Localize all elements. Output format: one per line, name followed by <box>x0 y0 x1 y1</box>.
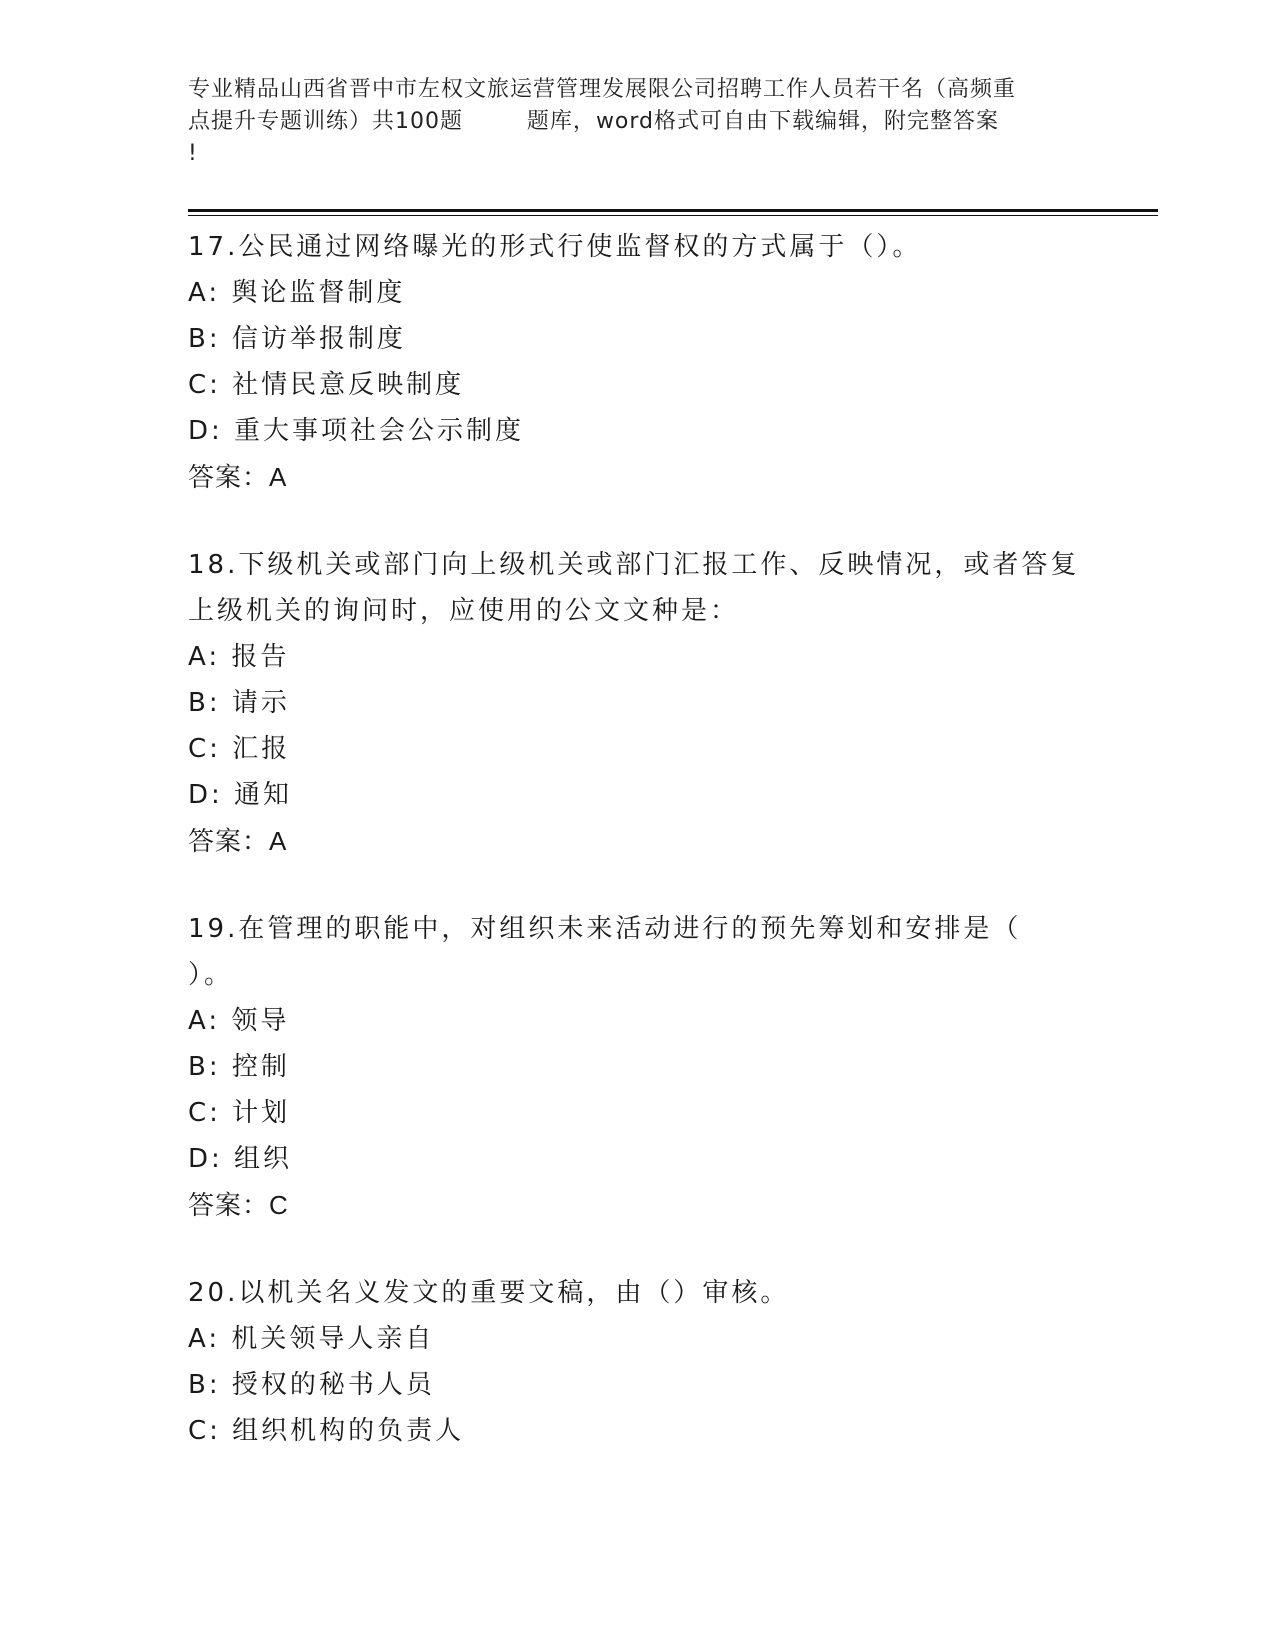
option-c: C: 计划 <box>188 1098 291 1128</box>
question-text-continued: ）。 <box>188 960 234 990</box>
header-line-2: 点提升专题训练）共100题 题库，word格式可自由下载编辑，附完整答案 <box>188 109 1000 134</box>
question-list <box>188 224 1148 1496</box>
header-line-1: 专业精品山西省晋中市左权文旅运营管理发展限公司招聘工作人员若干名（高频重 <box>188 77 1017 102</box>
option-a: A: 机关领导人亲自 <box>188 1324 435 1354</box>
question-text: 17.公民通过网络曝光的形式行使监督权的方式属于（）。 <box>188 232 922 262</box>
option-d: D: 组织 <box>188 1144 293 1174</box>
option-a: A: 舆论监督制度 <box>188 278 406 308</box>
question-text: 20.以机关名义发文的重要文稿，由（）审核。 <box>188 1278 790 1308</box>
answer: 答案：A <box>188 826 288 856</box>
option-b: B: 请示 <box>188 688 290 718</box>
header-line-3: ! <box>188 141 198 166</box>
option-a: A: 领导 <box>188 1006 290 1036</box>
option-d: D: 通知 <box>188 780 293 810</box>
question-20 <box>188 1270 1148 1454</box>
question-17 <box>188 224 1148 500</box>
option-c: C: 社情民意反映制度 <box>188 370 465 400</box>
option-b: B: 控制 <box>188 1052 290 1082</box>
option-b: B: 授权的秘书人员 <box>188 1370 435 1400</box>
header-divider-thin <box>188 215 1158 216</box>
option-c: C: 汇报 <box>188 734 291 764</box>
question-text: 18.下级机关或部门向上级机关或部门汇报工作、反映情况，或者答复 <box>188 550 1080 580</box>
option-d: D: 重大事项社会公示制度 <box>188 416 525 446</box>
option-a: A: 报告 <box>188 642 290 672</box>
option-c: C: 组织机构的负责人 <box>188 1416 465 1446</box>
question-text: 19.在管理的职能中，对组织未来活动进行的预先筹划和安排是（ <box>188 914 1022 944</box>
question-text-continued: 上级机关的询问时，应使用的公文文种是： <box>188 596 740 626</box>
question-19 <box>188 906 1148 1228</box>
answer: 答案：A <box>188 462 288 492</box>
option-b: B: 信访举报制度 <box>188 324 406 354</box>
question-18 <box>188 542 1148 864</box>
document-header <box>188 74 1088 170</box>
header-divider-thick <box>188 209 1158 212</box>
answer: 答案：C <box>188 1190 289 1220</box>
